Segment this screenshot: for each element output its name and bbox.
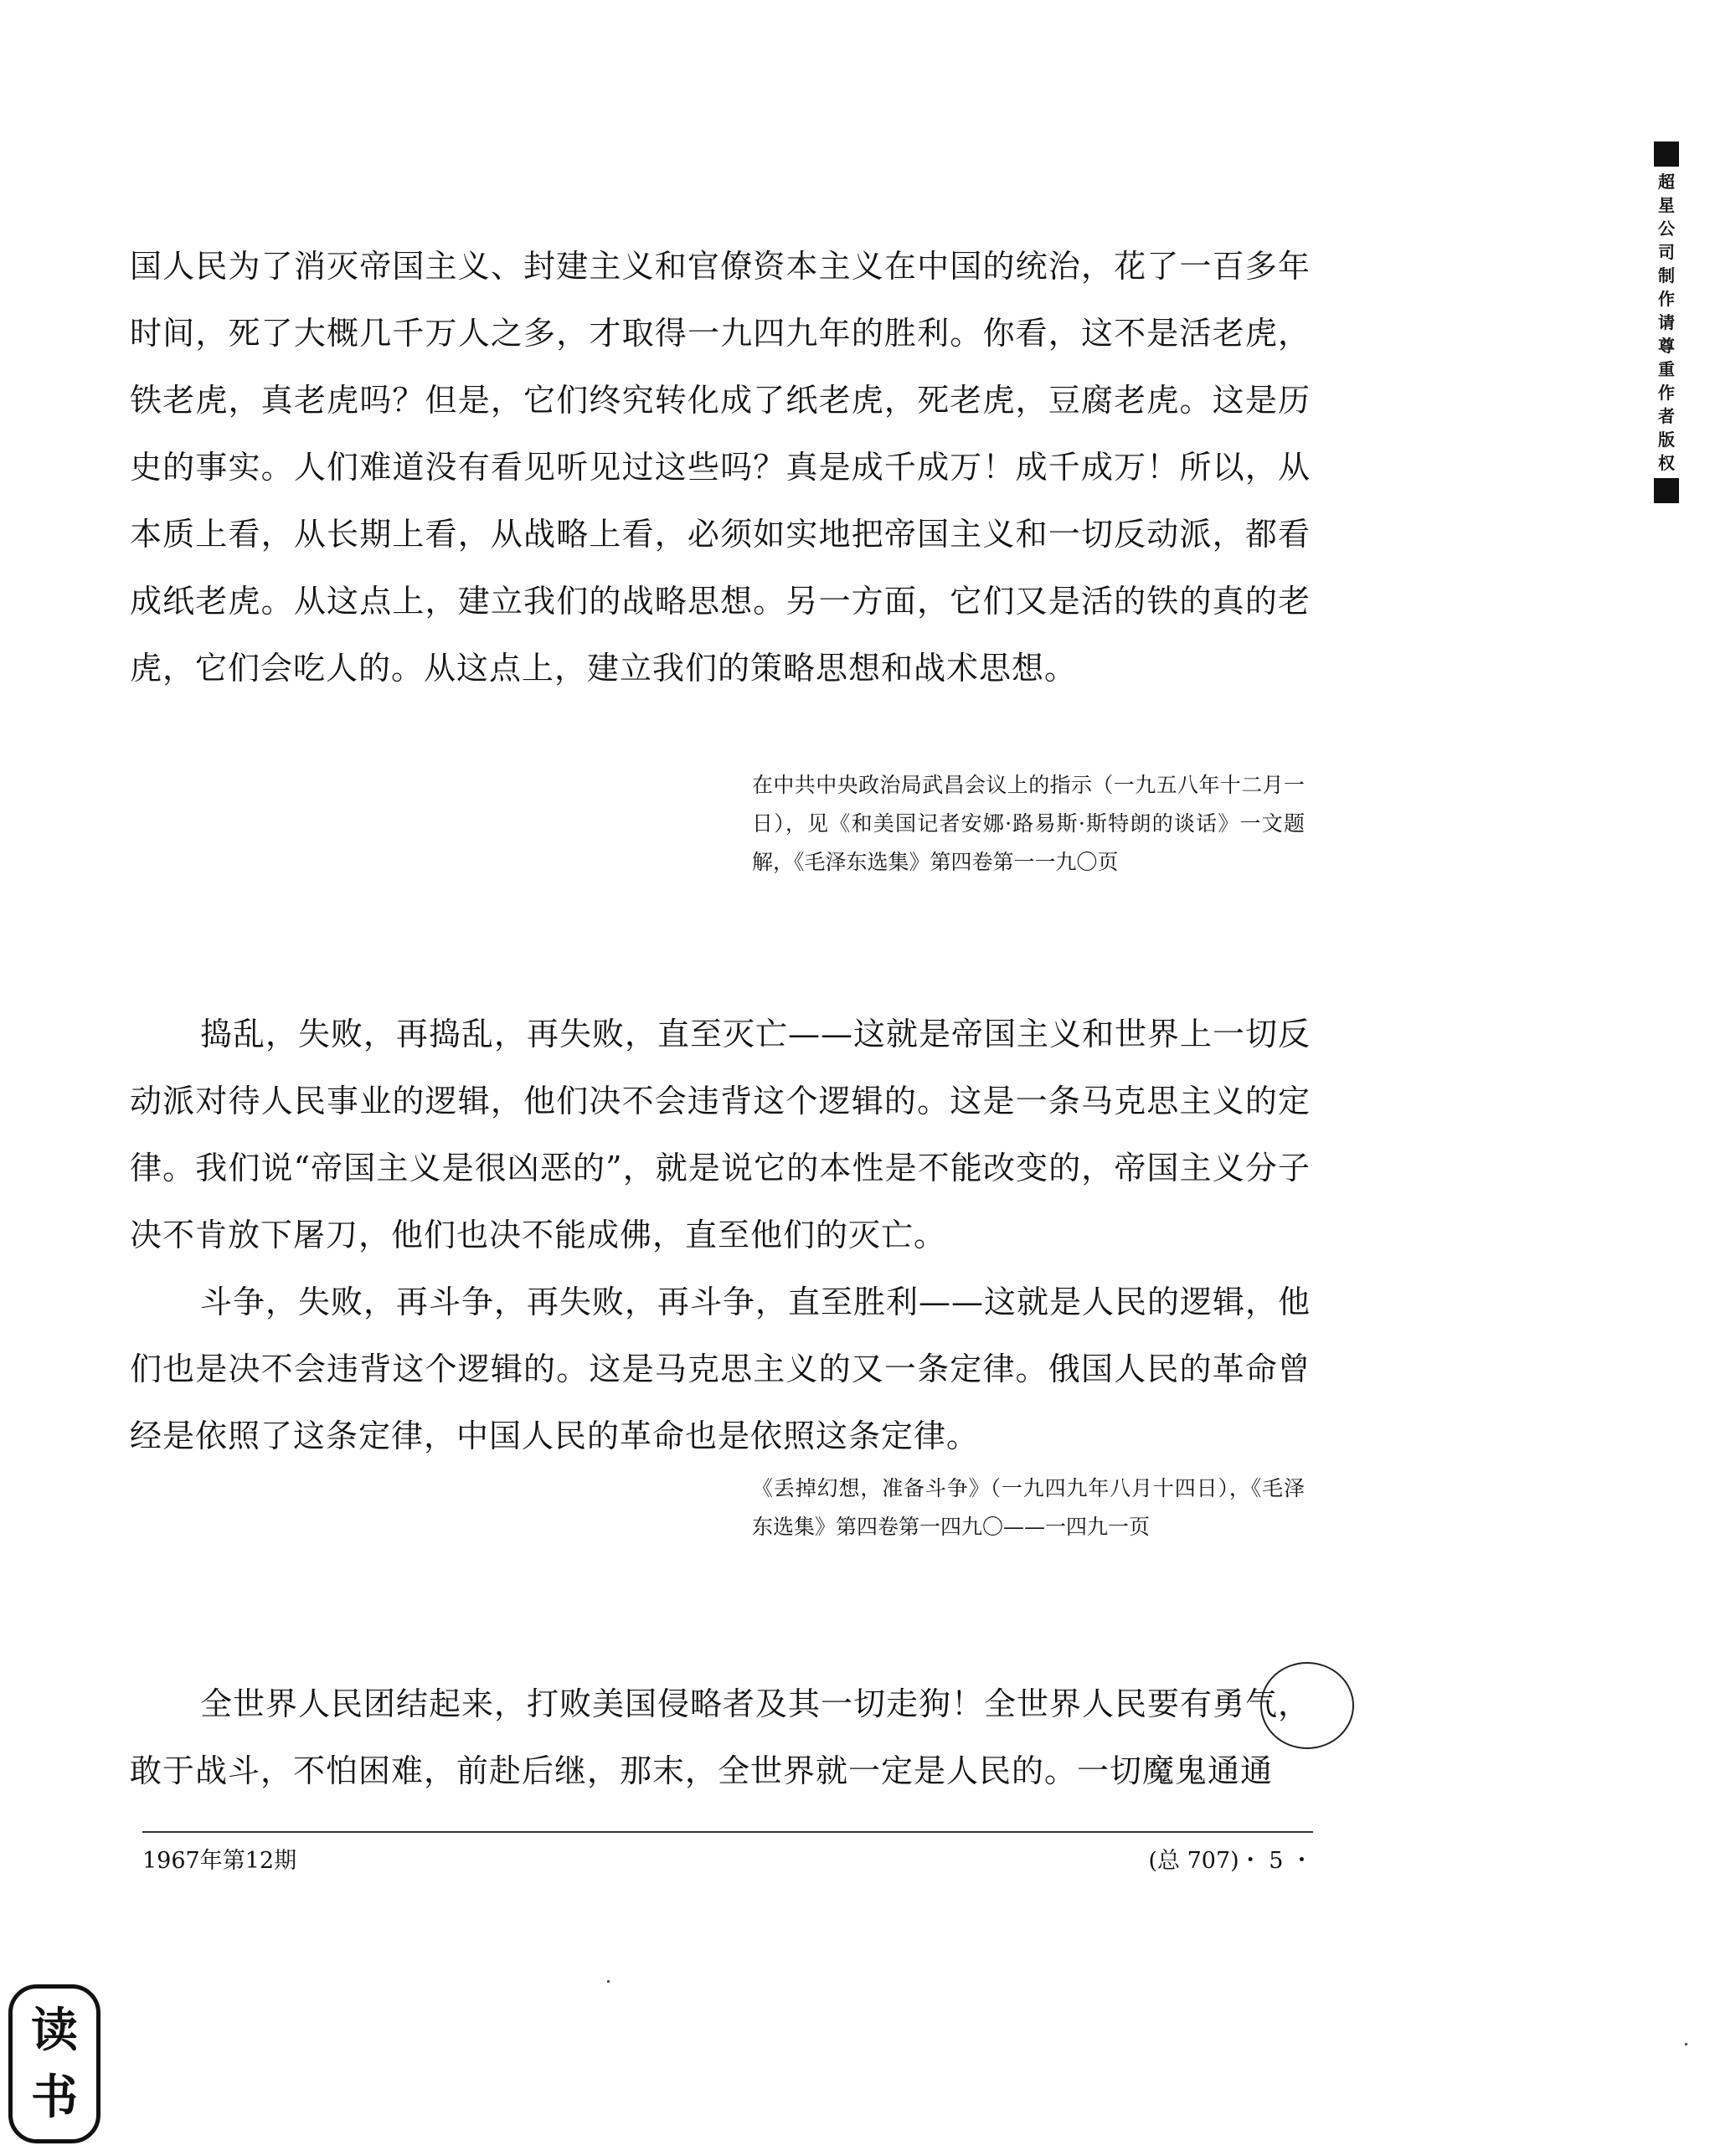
footer-divider [142, 1831, 1313, 1833]
handwritten-circle-mark [1260, 1662, 1354, 1749]
scan-speck [1685, 2043, 1687, 2045]
copyright-stamp [1654, 138, 1679, 507]
stamp-text: 超星公司制作请尊重作者版权 [1658, 172, 1675, 473]
stamp-top-bar [1654, 142, 1679, 167]
issue-label: 1967年第12期 [142, 1848, 297, 1874]
paragraph-3: 斗争，失败，再斗争，再失败，再斗争，直至胜利——这就是人民的逻辑，他们也是决不会违背这个逻辑的。这是马克思主义的又一条定律。俄国人民的革命曾经是依照了这条定律，中国人民的革命也是依照这条定律。 [130, 1284, 1311, 1454]
citation-2: 《丢掉幻想，准备斗争》（一九四九年八月十四日），《毛泽东选集》第四卷第一四九〇——一四九一页 [752, 1476, 1305, 1539]
citation-1: 在中共中央政治局武昌会议上的指示（一九五八年十二月一日），见《和美国记者安娜·路易斯·斯特朗的谈话》一文题解，《毛泽东选集》第四卷第一一九〇页 [752, 773, 1305, 874]
paragraph-1: 国人民为了消灭帝国主义、封建主义和官僚资本主义在中国的统治，花了一百多年时间，死了大概几千万人之多，才取得一九四九年的胜利。你看，这不是活老虎，铁老虎，真老虎吗？但是，它们终究转化成了纸老虎，死老虎，豆腐老虎。这是历史的事实。人们难道没有看见听见过这些吗？真是成千成万！成千成万！所以，从本质上看，从长期上看，从战略上看，必须如实地把帝国主义和一切反动派，都看成纸老虎。从这点上，建立我们的战略思想。另一方面，它们又是活的铁的真的老虎，它们会吃人的。从这点上，建立我们的策略思想和战术思想。 [130, 248, 1311, 687]
library-seal: 读书 [8, 1984, 100, 2143]
page-number: (总 707)・ 5 ・ [1148, 1848, 1313, 1874]
paragraph-4: 全世界人民团结起来，打败美国侵略者及其一切走狗！全世界人民要有勇气，敢于战斗，不怕困难，前赴后继，那末，全世界就一定是人民的。一切魔鬼通通 [130, 1685, 1311, 1789]
paragraph-2: 捣乱，失败，再捣乱，再失败，直至灭亡——这就是帝国主义和世界上一切反动派对待人民事业的逻辑，他们决不会违背这个逻辑的。这是一条马克思主义的定律。我们说“帝国主义是很凶恶的”，就是说它的本性是不能改变的，帝国主义分子决不肯放下屠刀，他们也决不能成佛，直至他们的灭亡。 [130, 1016, 1311, 1253]
scan-speck [607, 1980, 610, 1983]
stamp-bottom-bar [1654, 478, 1679, 503]
